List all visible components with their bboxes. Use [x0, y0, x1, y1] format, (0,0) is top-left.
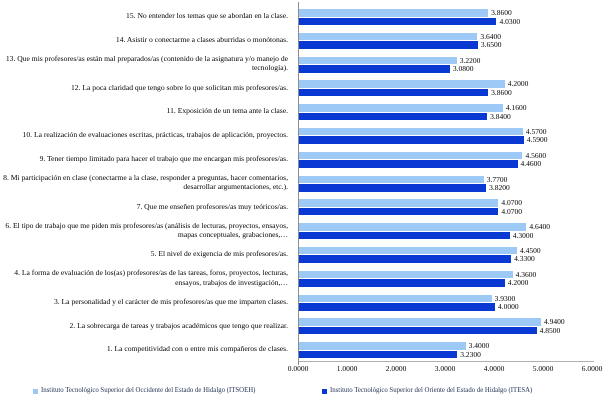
value-label: 3.2300	[460, 349, 481, 359]
value-label: 3.9300	[494, 293, 516, 303]
category-axis-line	[298, 2, 299, 362]
chart-row	[0, 337, 610, 361]
value-label: 4.9400	[544, 317, 565, 327]
x-tick-label: 6.0000	[581, 364, 603, 373]
value-label: 3.7700	[486, 174, 508, 184]
x-tick-label: 1.0000	[336, 364, 358, 373]
category-label: 7. Que me enseñen profesores/as muy teóricos/as.	[136, 201, 288, 211]
bar-group	[299, 194, 593, 218]
bar-series-1	[299, 89, 488, 97]
bar-series-0	[299, 152, 522, 160]
value-label: 3.2200	[459, 55, 481, 65]
category-label: 9. Tener tiempo limitado para hacer el trabajo que me encargan mis profesores/as.	[39, 154, 288, 164]
chart-row	[0, 266, 610, 290]
value-label: 3.8600	[491, 8, 512, 17]
bar-series-1	[299, 279, 505, 287]
x-tick-label: 5.0000	[532, 364, 554, 373]
bar-series-0	[299, 199, 498, 207]
bar-series-1	[299, 41, 478, 49]
bar-series-0	[299, 176, 484, 184]
chart-row	[0, 242, 610, 266]
bar-group	[299, 171, 593, 195]
category-label: 5. El nivel de exigencia de mis profesores/as.	[150, 249, 288, 259]
bar-group	[299, 337, 593, 361]
value-label: 3.4000	[468, 341, 490, 351]
value-label: 4.3000	[512, 230, 534, 240]
bar-group	[299, 99, 593, 123]
category-label: 8. Mi participación en clase (conectarme a la clase, responder a preguntas, hacer comentarios, desarrollar argumentaciones, etc.).	[3, 173, 288, 192]
x-tick-label: 4.0000	[483, 364, 505, 373]
value-axis-tick-labels	[287, 364, 603, 374]
x-tick-label: 0.0000	[287, 364, 309, 373]
value-label: 4.0700	[501, 206, 523, 216]
category-label: 1. La competitividad con o entre mis compañeros de clases.	[106, 344, 288, 354]
bar-series-1	[299, 303, 495, 311]
value-label: 4.3600	[515, 269, 537, 279]
bar-series-1	[299, 65, 450, 73]
bar-series-1	[299, 18, 496, 26]
value-label: 4.5700	[525, 126, 547, 136]
value-label: 4.5600	[525, 150, 547, 160]
legend-item	[33, 386, 255, 396]
chart-row	[0, 75, 610, 99]
bar-group	[299, 313, 593, 337]
bar-series-0	[299, 318, 541, 326]
chart-row	[0, 99, 610, 123]
value-label: 3.0800	[452, 64, 474, 74]
value-label: 3.8400	[490, 111, 511, 121]
chart-row	[0, 123, 610, 147]
category-label: 13. Que mis profesores/as están mal preparados/as (contenido de la asignatura y/o manejo de tecnología).	[5, 54, 288, 73]
bar-group	[299, 4, 593, 28]
legend-marker-icon	[33, 389, 38, 394]
legend-marker-icon	[322, 389, 327, 394]
bar-series-0	[299, 223, 526, 231]
bar-group	[299, 218, 593, 242]
category-label: 12. La poca claridad que tengo sobre lo que solicitan mis profesores/as.	[71, 82, 288, 92]
bar-series-1	[299, 232, 510, 240]
value-label: 4.1600	[505, 103, 527, 113]
value-label: 4.5900	[526, 135, 548, 145]
bar-group	[299, 75, 593, 99]
bar-group	[299, 28, 593, 52]
chart-row	[0, 171, 610, 195]
value-label: 4.2000	[507, 278, 529, 288]
bar-series-1	[299, 327, 537, 335]
bar-group	[299, 290, 593, 314]
category-label: 6. El tipo de trabajo que me piden mis profesores/as (análisis de lecturas, proyectos, ensayos, mapas conceptuales, grabaciones,…	[5, 220, 288, 240]
value-label: 4.6400	[529, 222, 550, 232]
bar-series-1	[299, 351, 457, 359]
bar-series-0	[299, 342, 466, 350]
chart-row	[0, 147, 610, 171]
bar-series-0	[299, 128, 523, 136]
bar-series-0	[299, 295, 492, 303]
category-label: 4. La forma de evaluación de los(as) profesores/as de las tareas, foros, proyectos, lecturas, ensayos, trabajos de investigación,…	[14, 268, 288, 287]
chart-legend	[0, 386, 610, 400]
value-label: 4.4500	[520, 245, 541, 255]
bar-series-1	[299, 255, 511, 263]
value-label: 4.3300	[514, 254, 535, 264]
bar-series-1	[299, 208, 498, 216]
value-label: 4.4600	[520, 159, 542, 169]
bar-group	[299, 266, 593, 290]
chart-row	[0, 218, 610, 242]
bar-group	[299, 123, 593, 147]
bar-series-0	[299, 247, 517, 255]
category-label: 11. Exposición de un tema ante la clase.	[166, 106, 288, 116]
category-label: 10. La realización de evaluaciones escritas, prácticas, trabajos de aplicación, proyectos.	[22, 130, 288, 140]
bar-series-1	[299, 160, 518, 168]
chart-rows	[0, 4, 610, 361]
bar-series-0	[299, 80, 505, 88]
value-label: 3.8600	[491, 87, 512, 97]
legend-label: Instituto Tecnológico Superior del Occidente del Estado de Hidalgo (ITSOEH)	[41, 387, 256, 394]
value-label: 4.2000	[507, 79, 529, 89]
value-label: 4.8500	[539, 325, 561, 335]
bar-group	[299, 242, 593, 266]
value-label: 4.0300	[499, 16, 521, 26]
x-tick-label: 3.0000	[434, 364, 456, 373]
legend-item	[322, 386, 532, 396]
value-label: 4.0700	[501, 198, 523, 208]
bar-series-0	[299, 271, 513, 279]
legend-label: Instituto Tecnológico Superior del Oriente del Estado de Hidalgo (ITESA)	[330, 387, 533, 394]
bar-series-0	[299, 104, 503, 112]
bar-series-0	[299, 9, 488, 17]
bar-group	[299, 147, 593, 171]
chart-row	[0, 290, 610, 314]
chart-row	[0, 194, 610, 218]
chart-row	[0, 313, 610, 337]
value-label: 4.0000	[498, 302, 519, 312]
value-label: 3.8200	[489, 183, 510, 193]
bar-series-0	[299, 57, 457, 65]
bar-series-1	[299, 184, 486, 192]
chart-row	[0, 52, 610, 76]
category-label: 15. No entender los temas que se abordan en la clase.	[126, 11, 288, 21]
bar-series-1	[299, 113, 487, 121]
chart-row	[0, 28, 610, 52]
bar-series-1	[299, 136, 524, 144]
value-label: 3.6400	[480, 31, 501, 41]
category-label: 14. Asistir o conectarme a clases aburridas o monótonas.	[115, 35, 288, 45]
chart-row	[0, 4, 610, 28]
bar-group	[299, 52, 593, 76]
value-axis-line	[298, 361, 594, 362]
value-label: 3.6500	[480, 40, 502, 50]
category-label: 2. La sobrecarga de tareas y trabajos académicos que tengo que realizar.	[69, 320, 288, 330]
bar-series-0	[299, 33, 477, 41]
x-tick-label: 2.0000	[385, 364, 407, 373]
category-label: 3. La personalidad y el carácter de mis profesores/as que me imparten clases.	[53, 296, 288, 306]
